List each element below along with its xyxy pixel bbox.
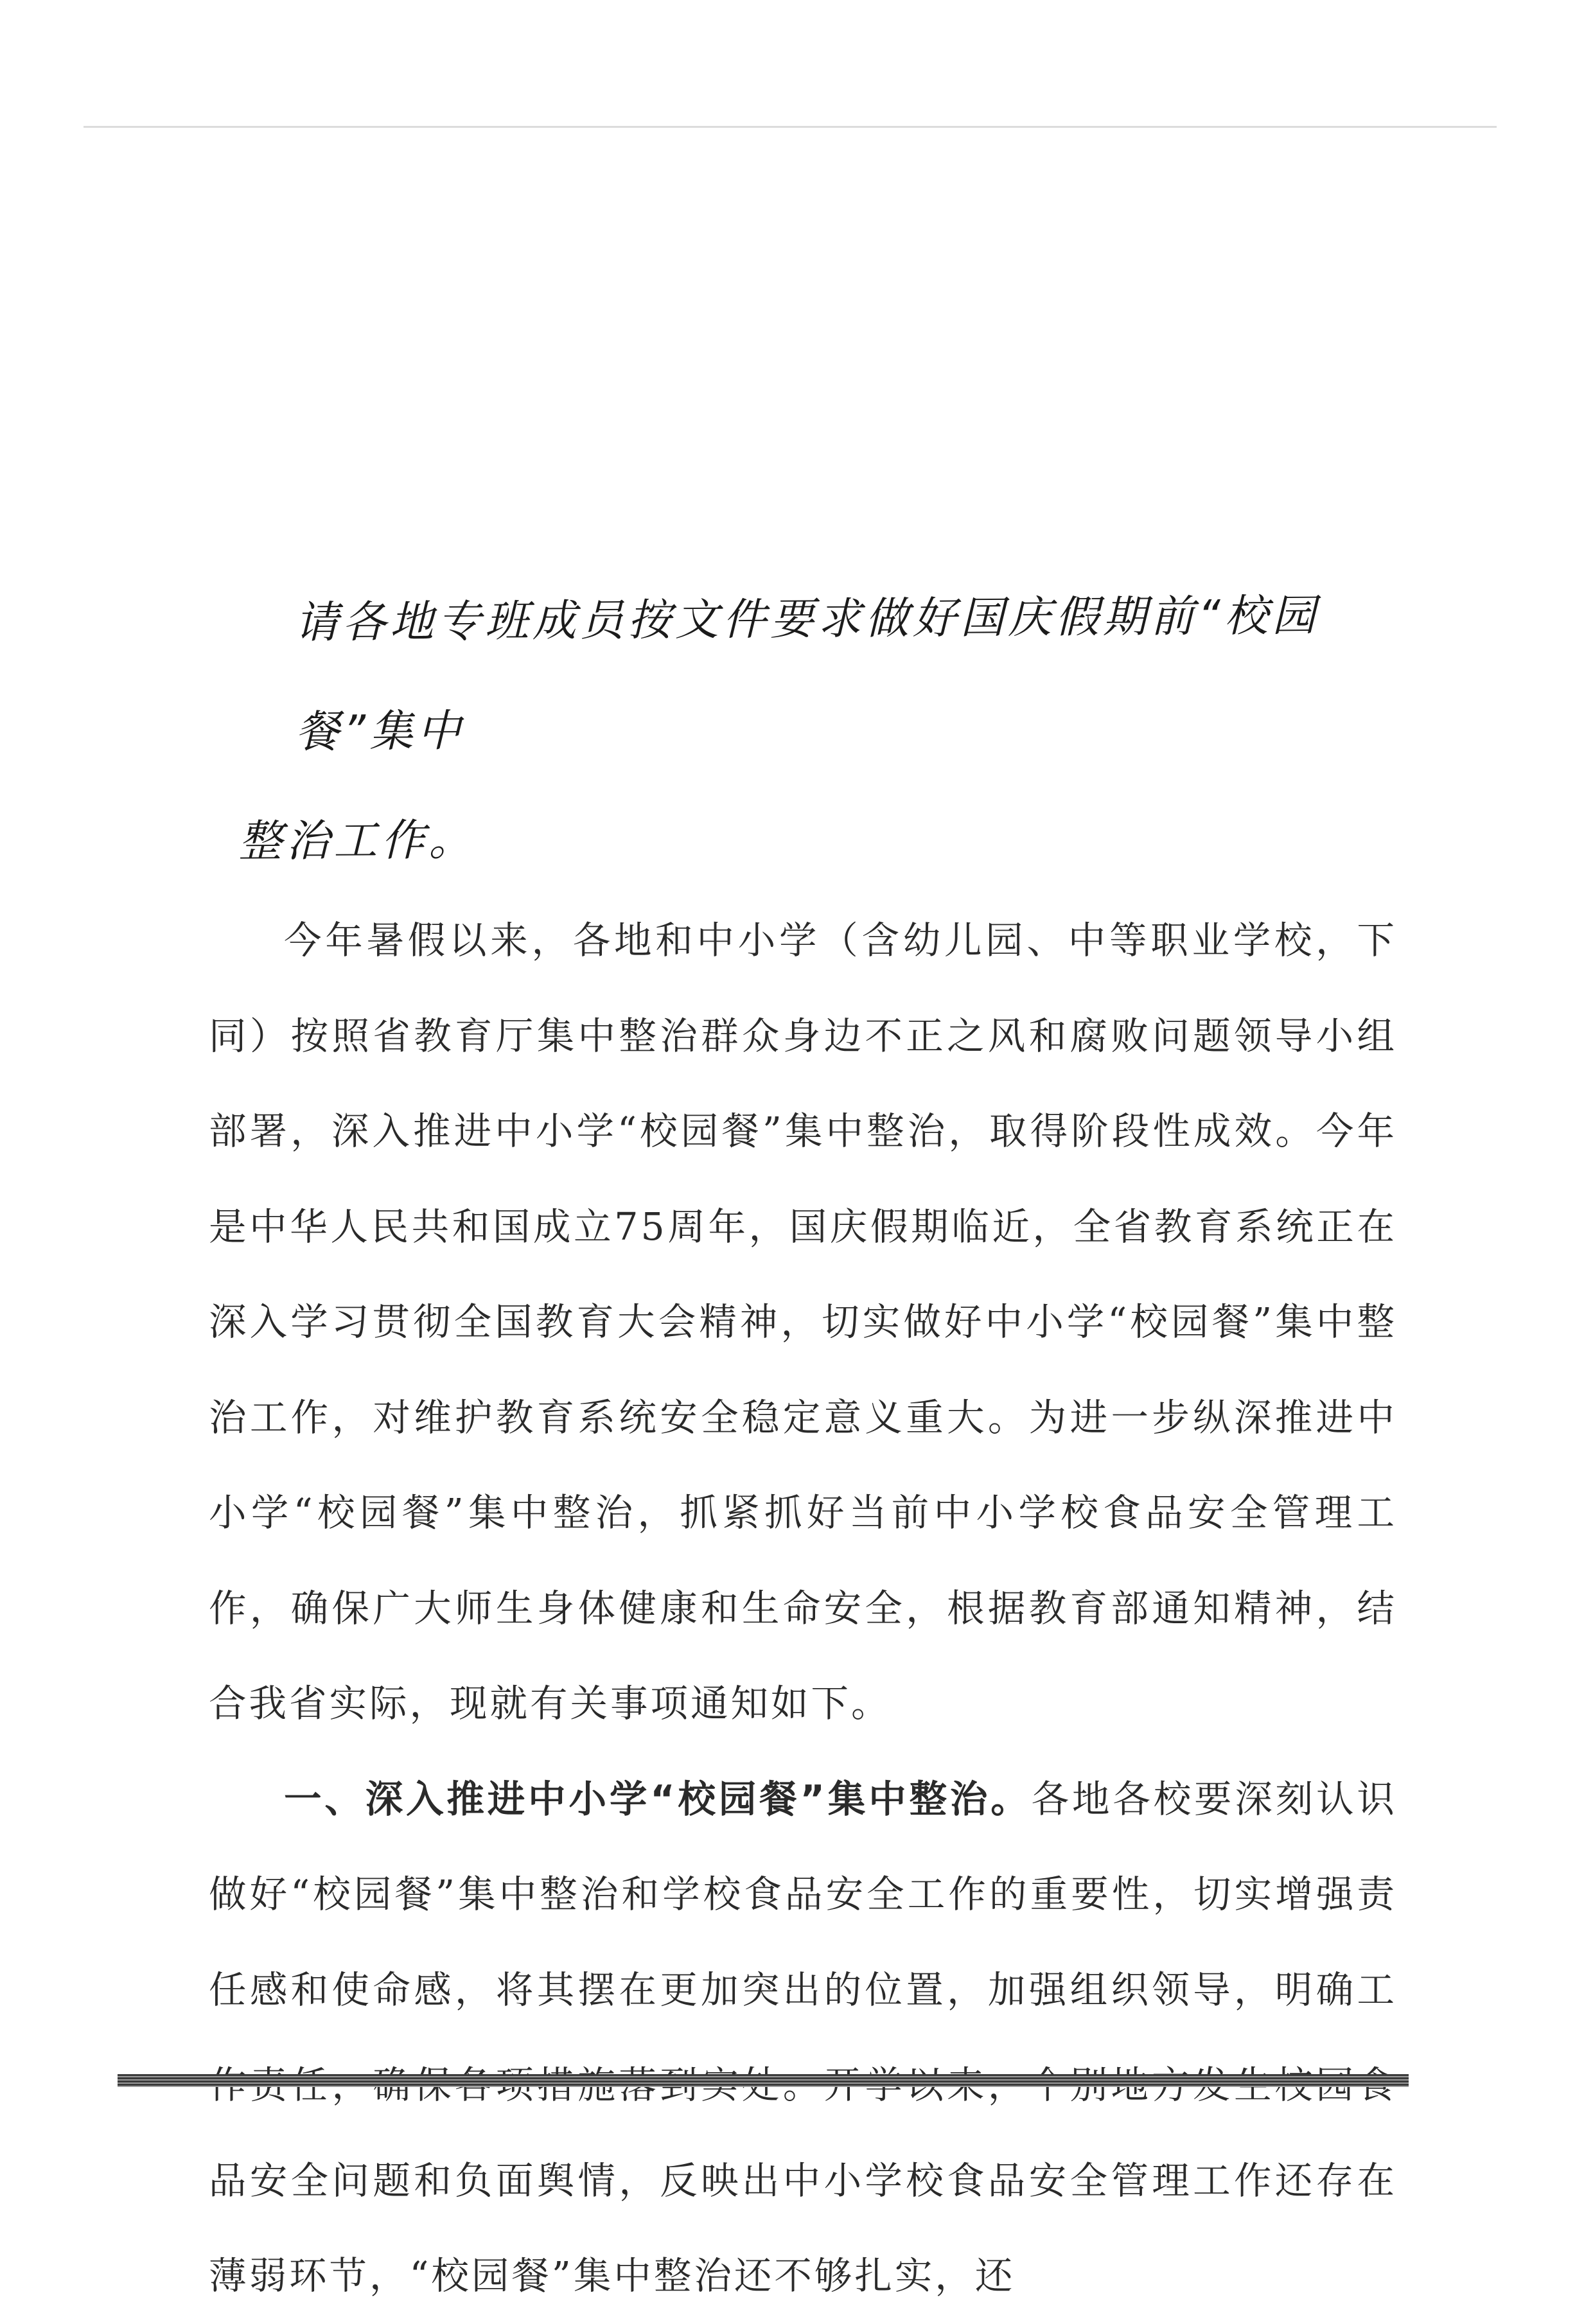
section-1-heading: 一、深入推进中小学“校园餐”集中整治。	[284, 1777, 1032, 1821]
handwritten-note	[191, 561, 1414, 897]
paragraph-intro: 今年暑假以来，各地和中小学（含幼儿园、中等职业学校，下同）按照省教育厅集中整治群众身边不正之风和腐败问题领导小组部署，深入推进中小学“校园餐”集中整治，取得阶段性成效。今年是中华人民共和国成立75周年，国庆假期临近，全省教育系统正在深入学习贯彻全国教育大会精神，切实做好中小学“校园餐”集中整治工作，对维护教育系统安全稳定意义重大。为进一步纵深推进中小学“校园餐”集中整治，抓紧抓好当前中小学校食品安全管理工作，确保广大师生身体健康和生命安全，根据教育部通知精神，结合我省实际，现就有关事项通知如下。	[209, 919, 1397, 1725]
document-body	[209, 893, 1397, 2324]
handwritten-note-line-2: 整治工作。	[238, 814, 477, 868]
paragraph-section-1	[209, 1752, 1397, 2324]
bottom-divider	[118, 2074, 1409, 2087]
top-divider	[84, 126, 1497, 128]
handwritten-note-line-1: 请各地专班成员按文件要求做好国庆假期前“校园餐”集中	[294, 590, 1320, 758]
section-1-text: 各地各校要深刻认识做好“校园餐”集中整治和学校食品安全工作的重要性，切实增强责任感和使命感，将其摆在更加突出的位置，加强组织领导，明确工 品安全问题和负面舆情，反映出中小学校食品安全管理工作还存在薄弱环节，“校园餐”集中整治还不够扎实，还	[209, 1777, 1397, 2298]
